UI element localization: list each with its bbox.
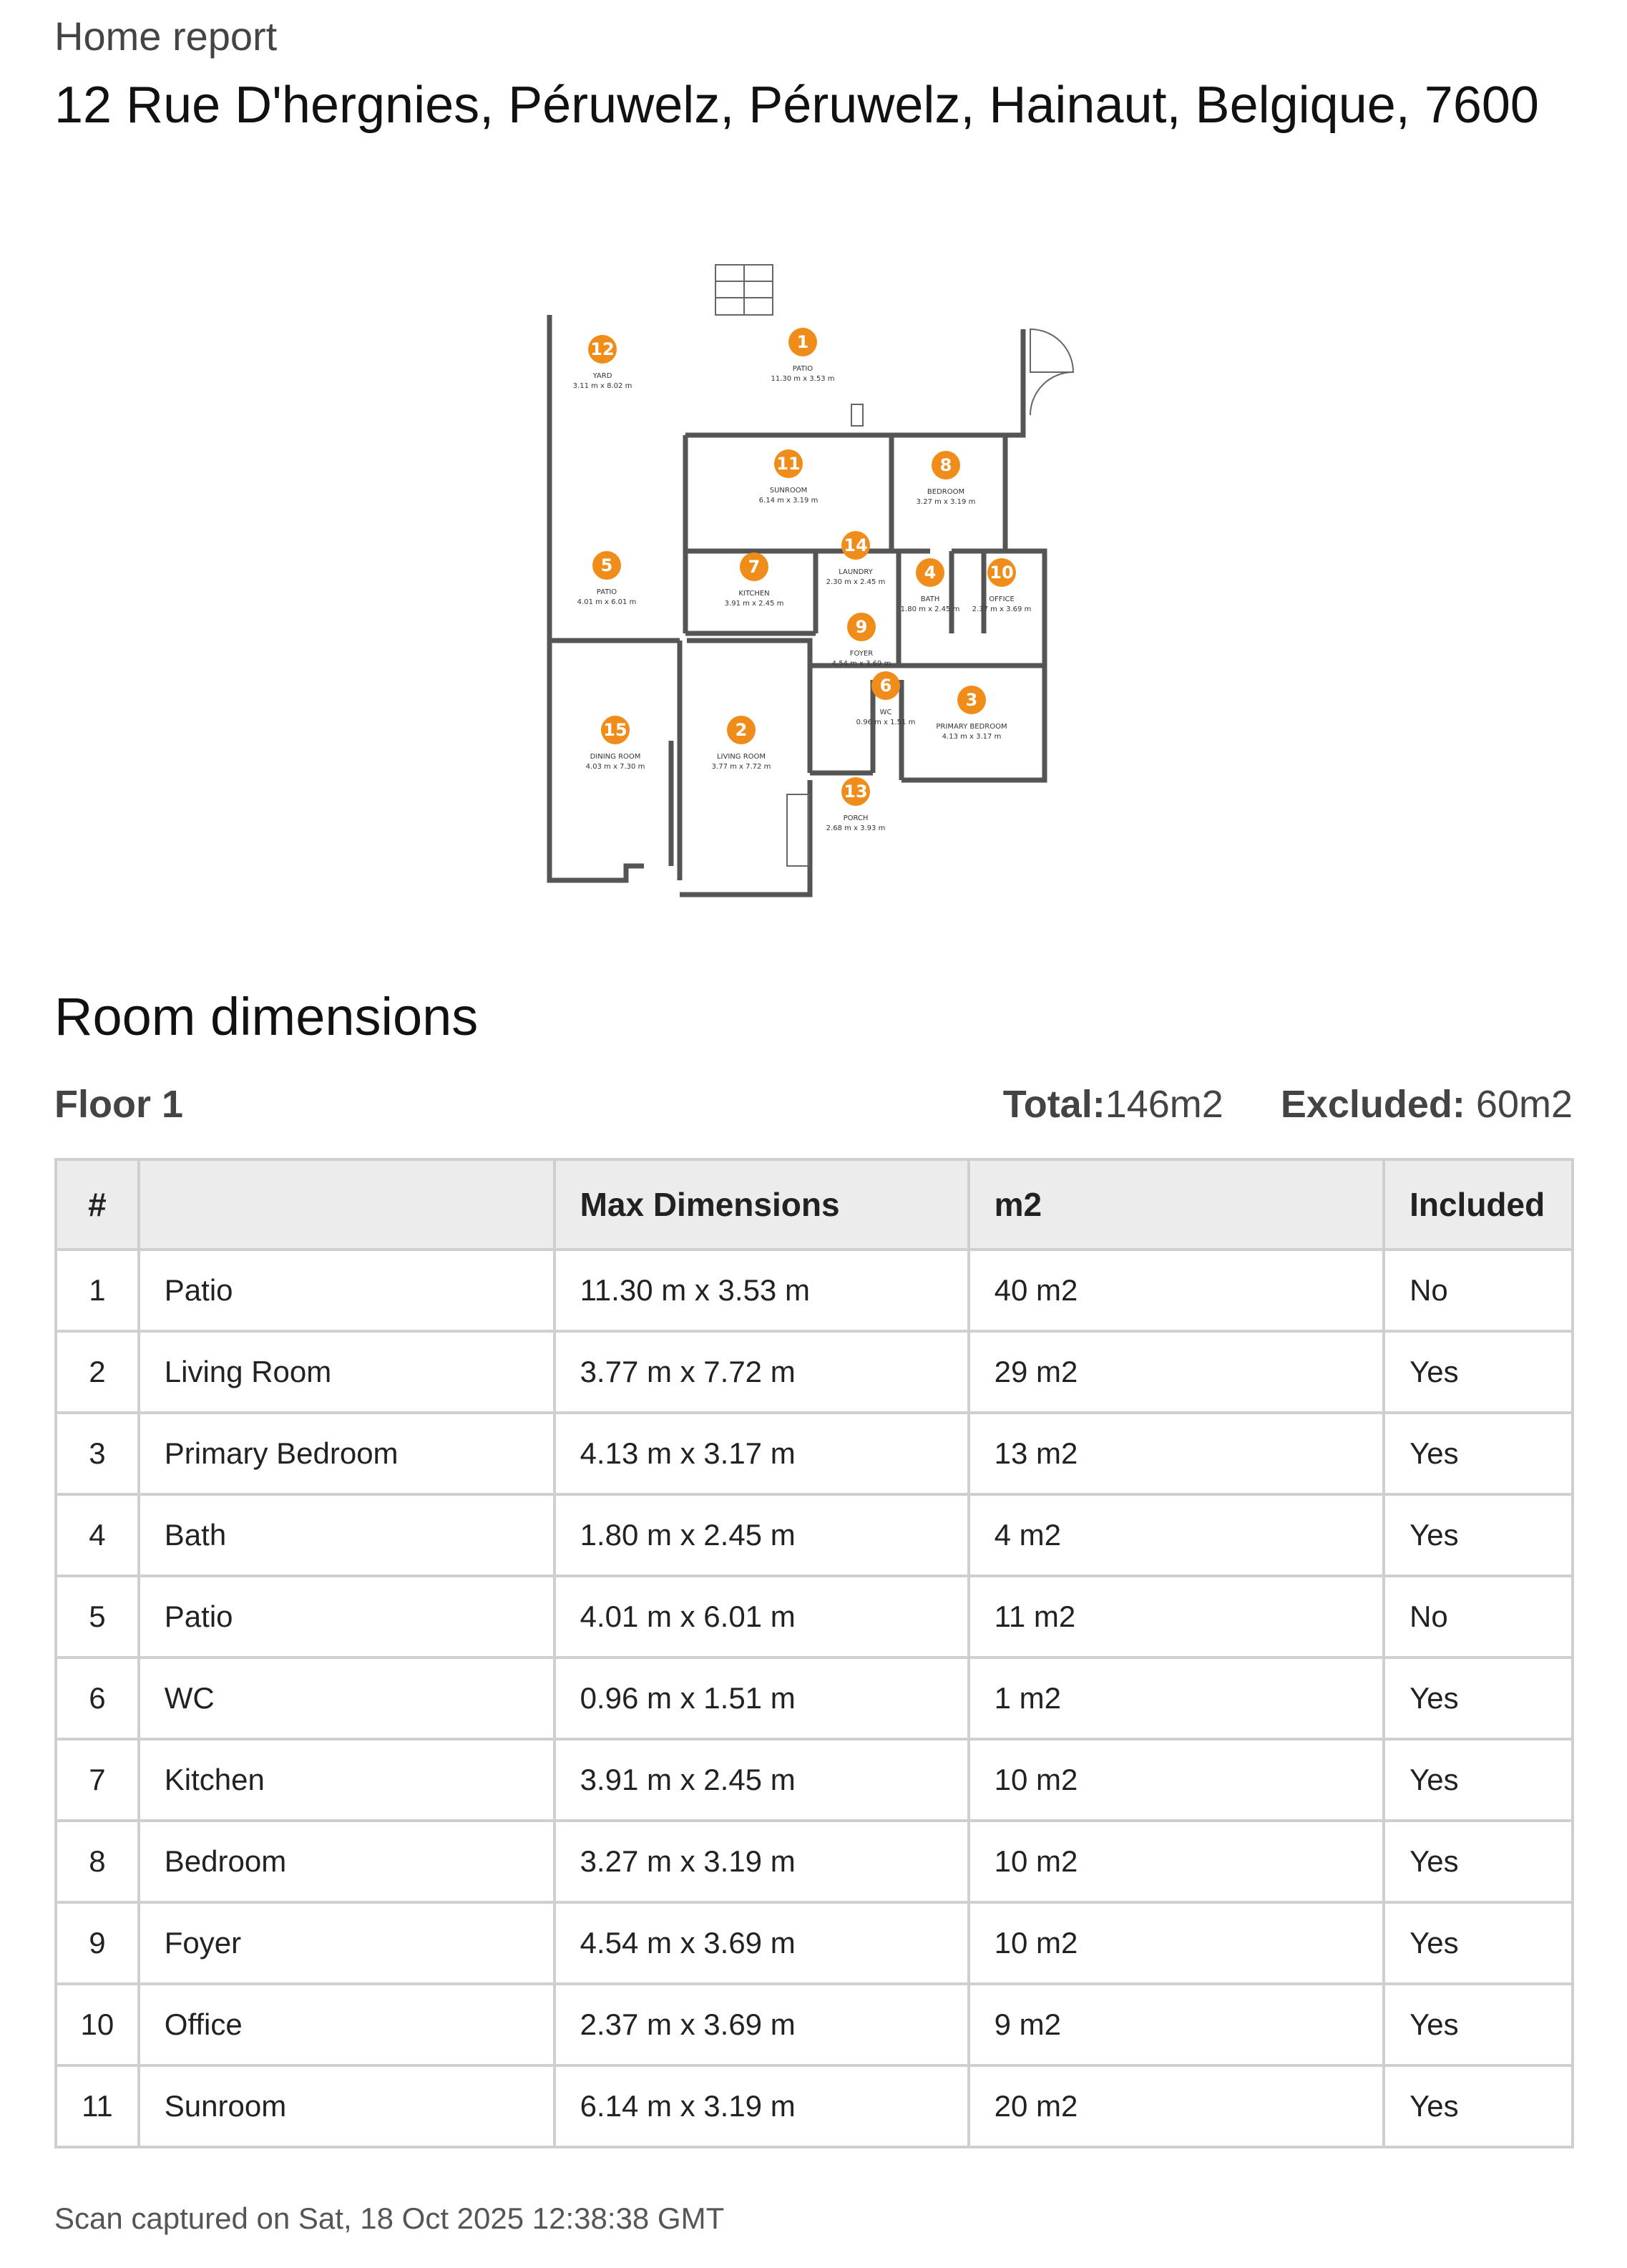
doc-label: Home report — [54, 14, 278, 59]
cell-area: 11 m2 — [969, 1576, 1384, 1658]
cell-number: 9 — [56, 1902, 139, 1984]
room-label: LAUNDRY — [839, 568, 873, 576]
cell-included: No — [1384, 1250, 1573, 1331]
cell-included: No — [1384, 1576, 1573, 1658]
cell-included: Yes — [1384, 1902, 1573, 1984]
total-label: Total: — [1002, 1083, 1105, 1126]
table-row — [56, 1739, 1573, 1821]
cell-area: 20 m2 — [969, 2065, 1384, 2147]
floor-plan-room — [917, 451, 976, 506]
cell-room-name: Primary Bedroom — [139, 1413, 554, 1494]
room-dimensions-label: 3.11 m x 8.02 m — [572, 382, 632, 390]
room-dimensions-label: 11.30 m x 3.53 m — [771, 375, 835, 383]
table-row — [56, 1984, 1573, 2065]
floor-plan-room — [712, 716, 771, 771]
header-included: Included — [1384, 1159, 1573, 1250]
room-label: BATH — [920, 595, 940, 603]
table-row — [56, 1413, 1573, 1494]
floor-plan-room — [586, 716, 645, 771]
cell-dimensions: 3.77 m x 7.72 m — [554, 1331, 969, 1413]
room-dimensions-label: 6.14 m x 3.19 m — [758, 497, 819, 505]
cell-included: Yes — [1384, 1984, 1573, 2065]
room-label: FOYER — [849, 650, 874, 658]
room-label: PATIO — [792, 365, 814, 373]
floor-plan-room — [577, 551, 637, 606]
cell-dimensions: 2.37 m x 3.69 m — [554, 1984, 969, 2065]
cell-number: 10 — [56, 1984, 139, 2065]
cell-room-name: Kitchen — [139, 1739, 554, 1821]
room-label: PRIMARY BEDROOM — [936, 723, 1007, 731]
room-label: OFFICE — [989, 595, 1015, 603]
cell-dimensions: 0.96 m x 1.51 m — [554, 1658, 969, 1739]
cell-dimensions: 1.80 m x 2.45 m — [554, 1494, 969, 1576]
table-body — [56, 1250, 1573, 2147]
room-dimensions-label: 2.30 m x 2.45 m — [826, 578, 886, 586]
cell-included: Yes — [1384, 1413, 1573, 1494]
cell-number: 11 — [56, 2065, 139, 2147]
room-dimensions-label: 0.96 m x 1.51 m — [856, 719, 916, 726]
floor-plan — [501, 236, 1145, 930]
room-dimensions-label: 2.68 m x 3.93 m — [826, 824, 886, 832]
cell-dimensions: 11.30 m x 3.53 m — [554, 1250, 969, 1331]
cell-room-name: Patio — [139, 1250, 554, 1331]
room-label: PORCH — [843, 814, 869, 822]
total-value: 146m2 — [1105, 1083, 1223, 1126]
room-label: PATIO — [596, 588, 617, 596]
floor-plan-room — [832, 613, 891, 668]
room-dimensions-label: 4.03 m x 7.30 m — [585, 763, 645, 771]
cell-number: 2 — [56, 1331, 139, 1413]
table-row — [56, 2065, 1573, 2147]
room-number: 14 — [844, 535, 868, 555]
cell-area: 10 m2 — [969, 1739, 1384, 1821]
cell-dimensions: 3.91 m x 2.45 m — [554, 1739, 969, 1821]
cell-area: 13 m2 — [969, 1413, 1384, 1494]
floor-plan-room — [856, 671, 916, 726]
cell-area: 29 m2 — [969, 1331, 1384, 1413]
table-row — [56, 1658, 1573, 1739]
table-row — [56, 1250, 1573, 1331]
room-dimensions-label: 2.37 m x 3.69 m — [972, 605, 1032, 613]
table-row — [56, 1821, 1573, 1902]
cell-room-name: Sunroom — [139, 2065, 554, 2147]
section-title: Room dimensions — [54, 987, 479, 1046]
cell-area: 40 m2 — [969, 1250, 1384, 1331]
room-number: 8 — [939, 455, 952, 475]
cell-included: Yes — [1384, 1331, 1573, 1413]
floor-name: Floor 1 — [54, 1083, 184, 1126]
cell-room-name: Patio — [139, 1576, 554, 1658]
floor-plan-room — [936, 686, 1007, 741]
floor-plan-room — [972, 558, 1032, 613]
cell-dimensions: 6.14 m x 3.19 m — [554, 2065, 969, 2147]
room-number: 13 — [844, 782, 868, 802]
room-dimensions-label: 4.54 m x 3.69 m — [831, 660, 891, 668]
room-number: 9 — [855, 617, 868, 637]
table-header-row — [56, 1159, 1573, 1250]
scan-timestamp: Scan captured on Sat, 18 Oct 2025 12:38:38 GMT — [54, 2201, 725, 2235]
table-row — [56, 1576, 1573, 1658]
cell-room-name: Office — [139, 1984, 554, 2065]
floor-summary — [54, 1082, 1573, 1132]
cell-area: 4 m2 — [969, 1494, 1384, 1576]
room-label: BEDROOM — [927, 488, 965, 496]
cell-dimensions: 3.27 m x 3.19 m — [554, 1821, 969, 1902]
floor-plan-fixtures — [715, 265, 1073, 866]
cell-area: 10 m2 — [969, 1821, 1384, 1902]
room-dimensions-table — [54, 1158, 1574, 2148]
cell-included: Yes — [1384, 1494, 1573, 1576]
cell-included: Yes — [1384, 1658, 1573, 1739]
room-number: 5 — [600, 555, 613, 575]
floor-plan-room — [725, 553, 784, 608]
table-row — [56, 1494, 1573, 1576]
cell-area: 10 m2 — [969, 1902, 1384, 1984]
cell-area: 1 m2 — [969, 1658, 1384, 1739]
room-dimensions-label: 4.01 m x 6.01 m — [577, 598, 637, 606]
floor-plan-room — [759, 449, 819, 505]
room-number: 15 — [603, 720, 627, 740]
cell-number: 4 — [56, 1494, 139, 1576]
cell-dimensions: 4.13 m x 3.17 m — [554, 1413, 969, 1494]
cell-room-name: Bedroom — [139, 1821, 554, 1902]
floor-plan-room — [573, 335, 632, 390]
room-label: LIVING ROOM — [716, 753, 766, 761]
room-dimensions-label: 3.77 m x 7.72 m — [711, 763, 771, 771]
cell-dimensions: 4.54 m x 3.69 m — [554, 1902, 969, 1984]
room-number: 7 — [748, 557, 761, 577]
cell-room-name: WC — [139, 1658, 554, 1739]
room-label: DINING ROOM — [590, 753, 641, 761]
cell-number: 8 — [56, 1821, 139, 1902]
room-number: 10 — [990, 563, 1014, 583]
room-label: SUNROOM — [769, 487, 808, 495]
cell-number: 1 — [56, 1250, 139, 1331]
floor-totals — [1003, 1082, 1573, 1126]
floor-plan-room — [826, 531, 886, 586]
excluded-label: Excluded: — [1280, 1083, 1465, 1126]
header-area: m2 — [969, 1159, 1384, 1250]
room-dimensions-label: 1.80 m x 2.45 m — [900, 605, 960, 613]
table-row — [56, 1902, 1573, 1984]
room-number: 2 — [735, 720, 748, 740]
room-dimensions-label: 4.13 m x 3.17 m — [942, 733, 1002, 741]
cell-area: 9 m2 — [969, 1984, 1384, 2065]
room-number: 12 — [590, 339, 615, 359]
table-row — [56, 1331, 1573, 1413]
floor-plan-room — [771, 328, 834, 383]
header-room — [139, 1159, 554, 1250]
room-number: 1 — [796, 332, 809, 352]
cell-room-name: Living Room — [139, 1331, 554, 1413]
cell-dimensions: 4.01 m x 6.01 m — [554, 1576, 969, 1658]
cell-included: Yes — [1384, 1739, 1573, 1821]
cell-number: 7 — [56, 1739, 139, 1821]
floor-plan-room-markers — [573, 328, 1032, 832]
cell-room-name: Foyer — [139, 1902, 554, 1984]
room-number: 3 — [965, 690, 978, 710]
room-number: 4 — [924, 563, 937, 583]
cell-number: 3 — [56, 1413, 139, 1494]
property-address: 12 Rue D'hergnies, Péruwelz, Péruwelz, Hainaut, Belgique, 7600 — [54, 77, 1539, 134]
room-dimensions-label: 3.27 m x 3.19 m — [916, 498, 976, 506]
room-number: 6 — [879, 676, 892, 696]
excluded-value: 60m2 — [1475, 1083, 1573, 1126]
room-label: YARD — [592, 372, 612, 380]
cell-room-name: Bath — [139, 1494, 554, 1576]
floor-plan-room — [826, 777, 886, 832]
room-number: 11 — [776, 454, 801, 474]
room-dimensions-label: 3.91 m x 2.45 m — [724, 600, 784, 608]
cell-number: 6 — [56, 1658, 139, 1739]
cell-included: Yes — [1384, 2065, 1573, 2147]
room-label: WC — [879, 709, 892, 716]
cell-included: Yes — [1384, 1821, 1573, 1902]
header-max-dimensions: Max Dimensions — [554, 1159, 969, 1250]
header-number: # — [56, 1159, 139, 1250]
cell-number: 5 — [56, 1576, 139, 1658]
room-label: KITCHEN — [738, 590, 770, 598]
